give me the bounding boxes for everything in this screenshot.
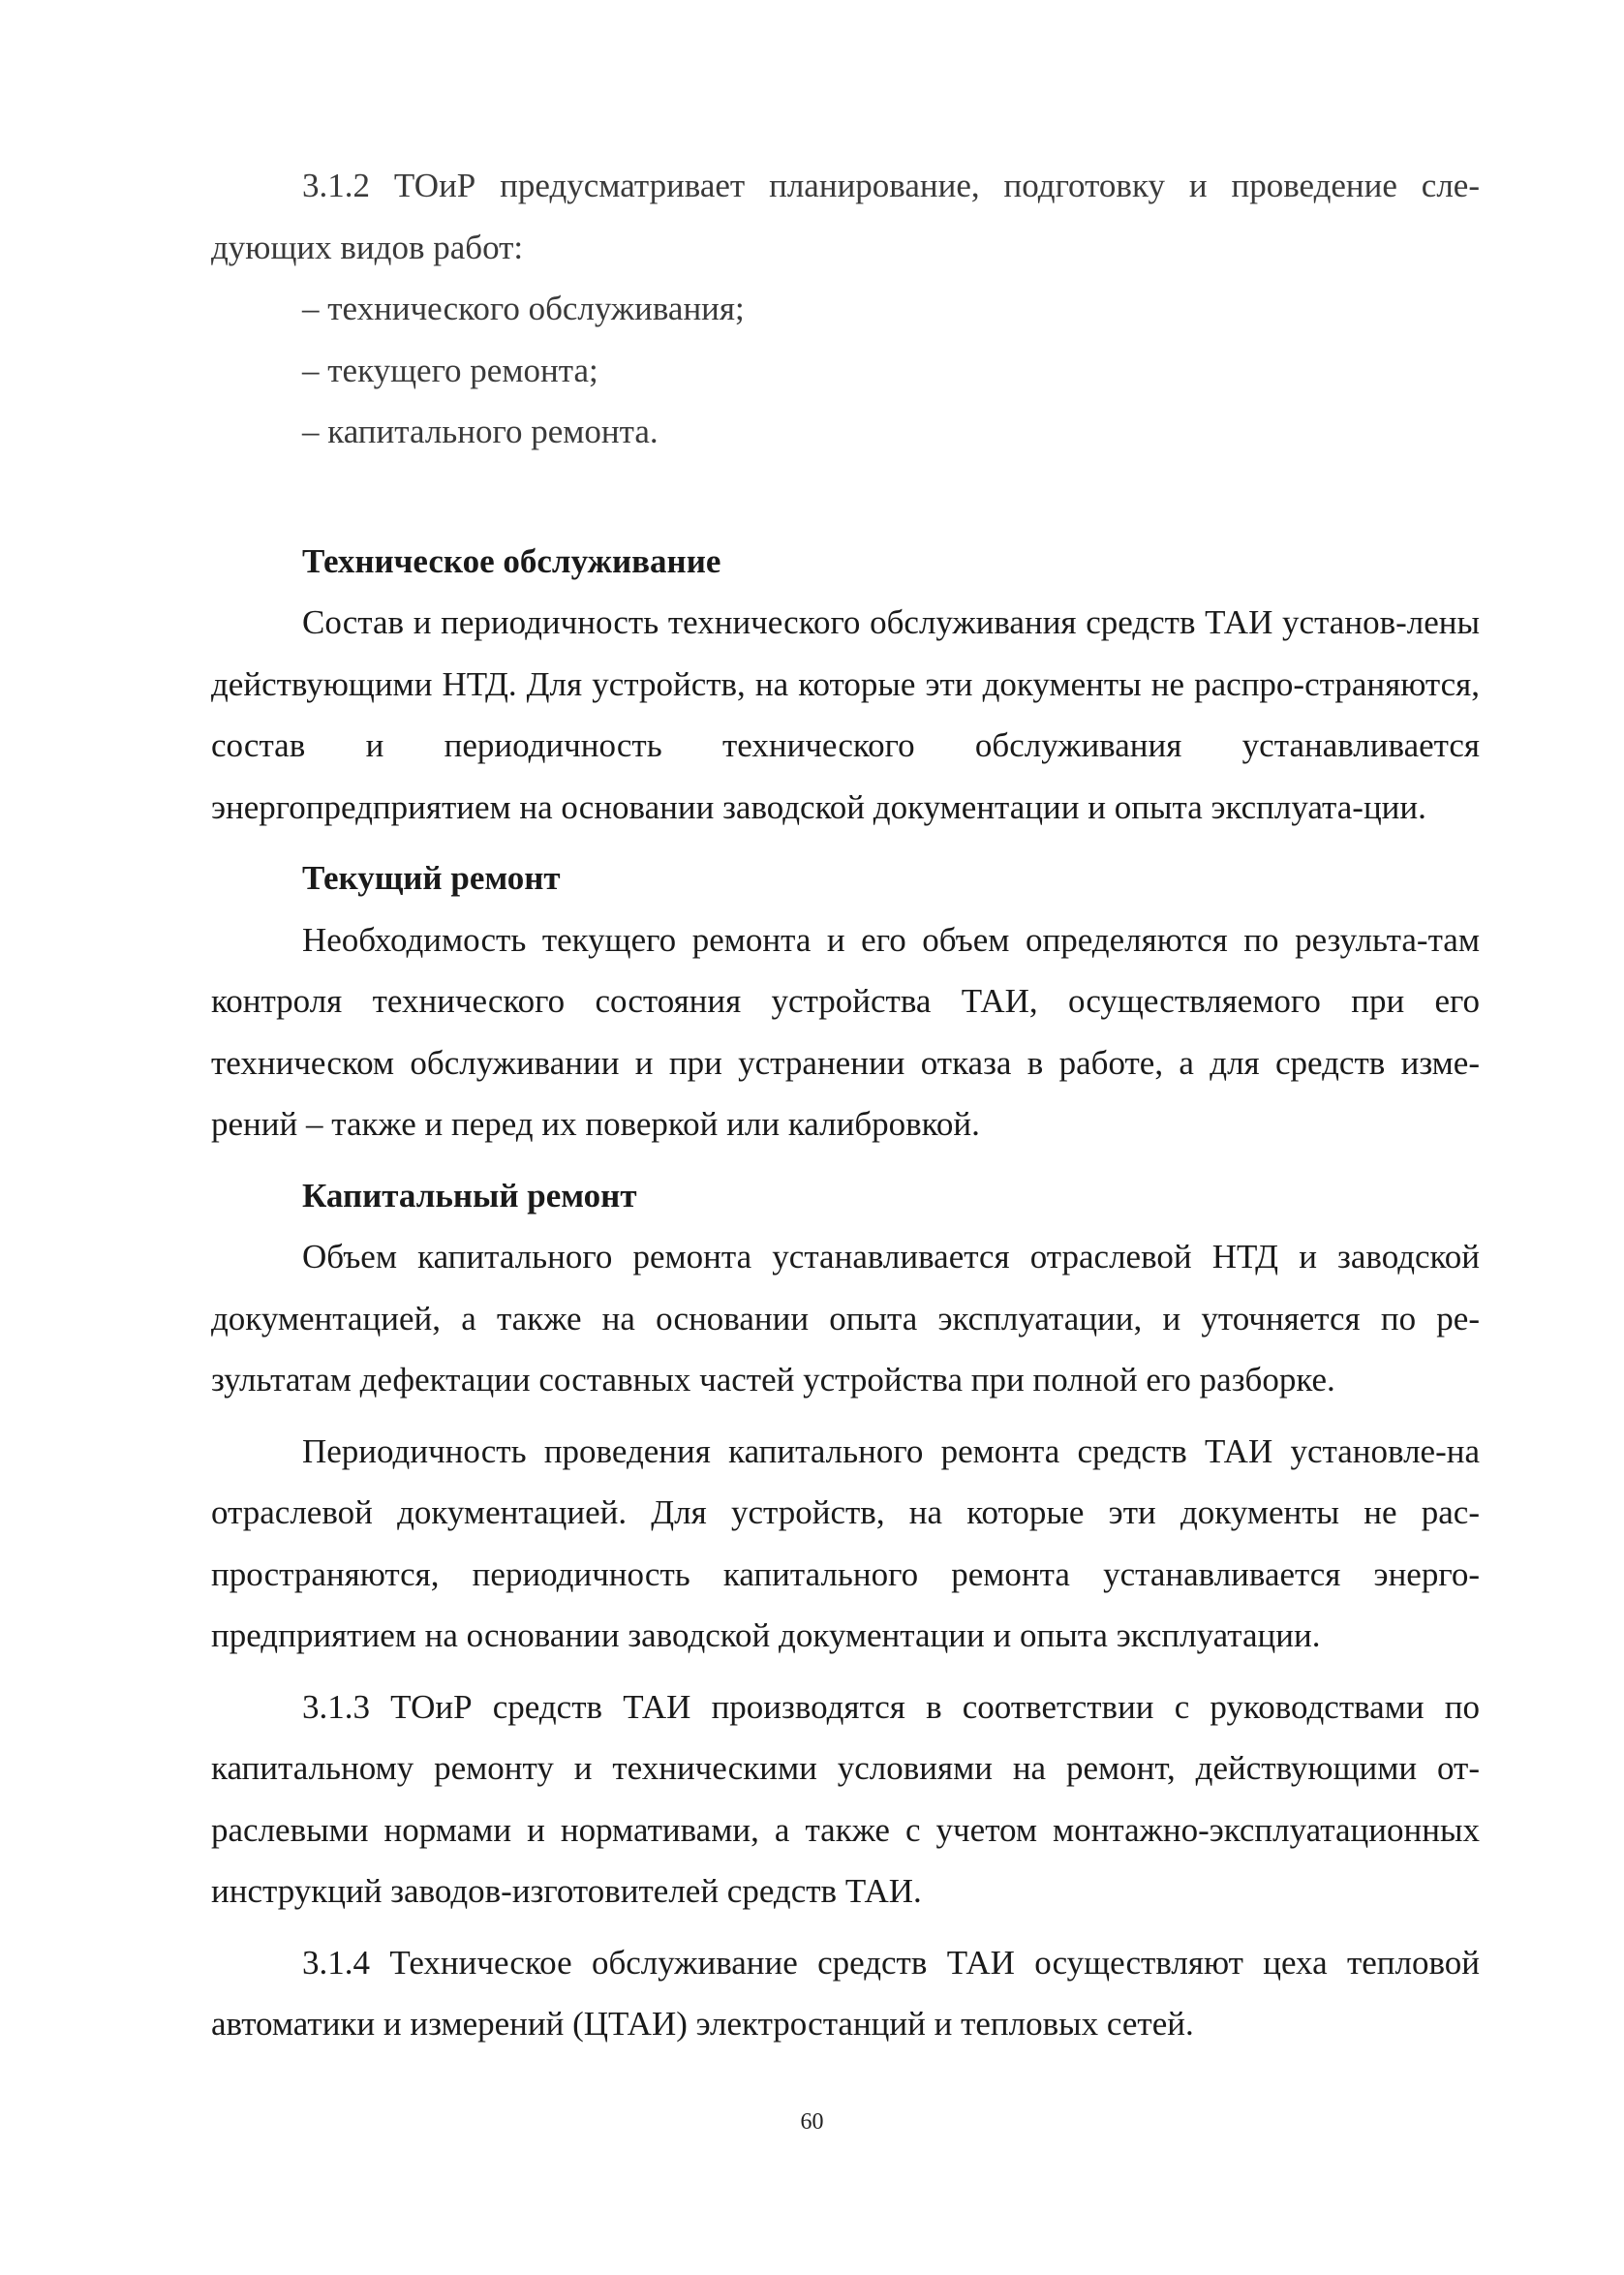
spacer xyxy=(211,463,1480,531)
section-heading-maintenance: Техническое обслуживание xyxy=(302,541,721,580)
spacer xyxy=(211,1667,1480,1676)
section-heading-capital-repair: Капитальный ремонт xyxy=(302,1176,637,1214)
list-item: – текущего ремонта; xyxy=(302,351,598,389)
list-item: – технического обслуживания; xyxy=(302,290,745,327)
closing-paragraph: 3.1.3 ТОиР средств ТАИ производятся в соответствии с руководствами по капитальному ремонту и техническими условиями на ремонт, действующими от-раслевыми нормами и нормативами, а также с учетом монтажно-эксплуатационных инструкций заводов-изготовителей средств ТАИ. xyxy=(211,1687,1480,1910)
closing-paragraph: 3.1.4 Техническое обслуживание средств ТАИ осуществляют цеха тепловой автоматики и измерений (ЦТАИ) электростанций и тепловых сетей. xyxy=(211,1943,1480,2043)
page-number: 60 xyxy=(800,2109,824,2135)
page-body xyxy=(211,155,1480,2055)
spacer xyxy=(211,838,1480,847)
intro-paragraph: 3.1.2 ТОиР предусматривает планирование, подготовку и проведение сле-дующих видов работ: xyxy=(211,167,1480,266)
section-paragraph: Состав и периодичность технического обслуживания средств ТАИ установ-лены действующими НТД. Для устройств, на которые эти документы не распро-страняются, состав и периодичность технического обслуживания устанавливается энергопредприятием на основании заводской документации и опыта эксплуата-ции. xyxy=(211,603,1480,826)
section-paragraph: Необходимость текущего ремонта и его объем определяются по результа-там контроля технического состояния устройства ТАИ, осуществляемого при его техническом обслуживании и при устранении отказа в работе, а для средств изме-рений – также и перед их поверкой или калибровкой. xyxy=(211,920,1480,1143)
spacer xyxy=(211,1922,1480,1932)
section-paragraph: Объем капитального ремонта устанавливается отраслевой НТД и заводской документацией, а также на основании опыта эксплуатации, и уточняется по ре-зультатам дефектации составных частей устройства при полной его разборке. xyxy=(211,1238,1480,1399)
spacer xyxy=(211,1155,1480,1165)
section-paragraph: Периодичность проведения капитального ремонта средств ТАИ установле-на отраслевой документацией. Для устройств, на которые эти документы не рас-пространяются, периодичность капитального ремонта устанавливается энерго-предприятием на основании заводской документации и опыта эксплуатации. xyxy=(211,1431,1480,1654)
list-item: – капитального ремонта. xyxy=(302,413,659,450)
spacer xyxy=(211,1411,1480,1421)
section-heading-current-repair: Текущий ремонт xyxy=(302,859,561,897)
